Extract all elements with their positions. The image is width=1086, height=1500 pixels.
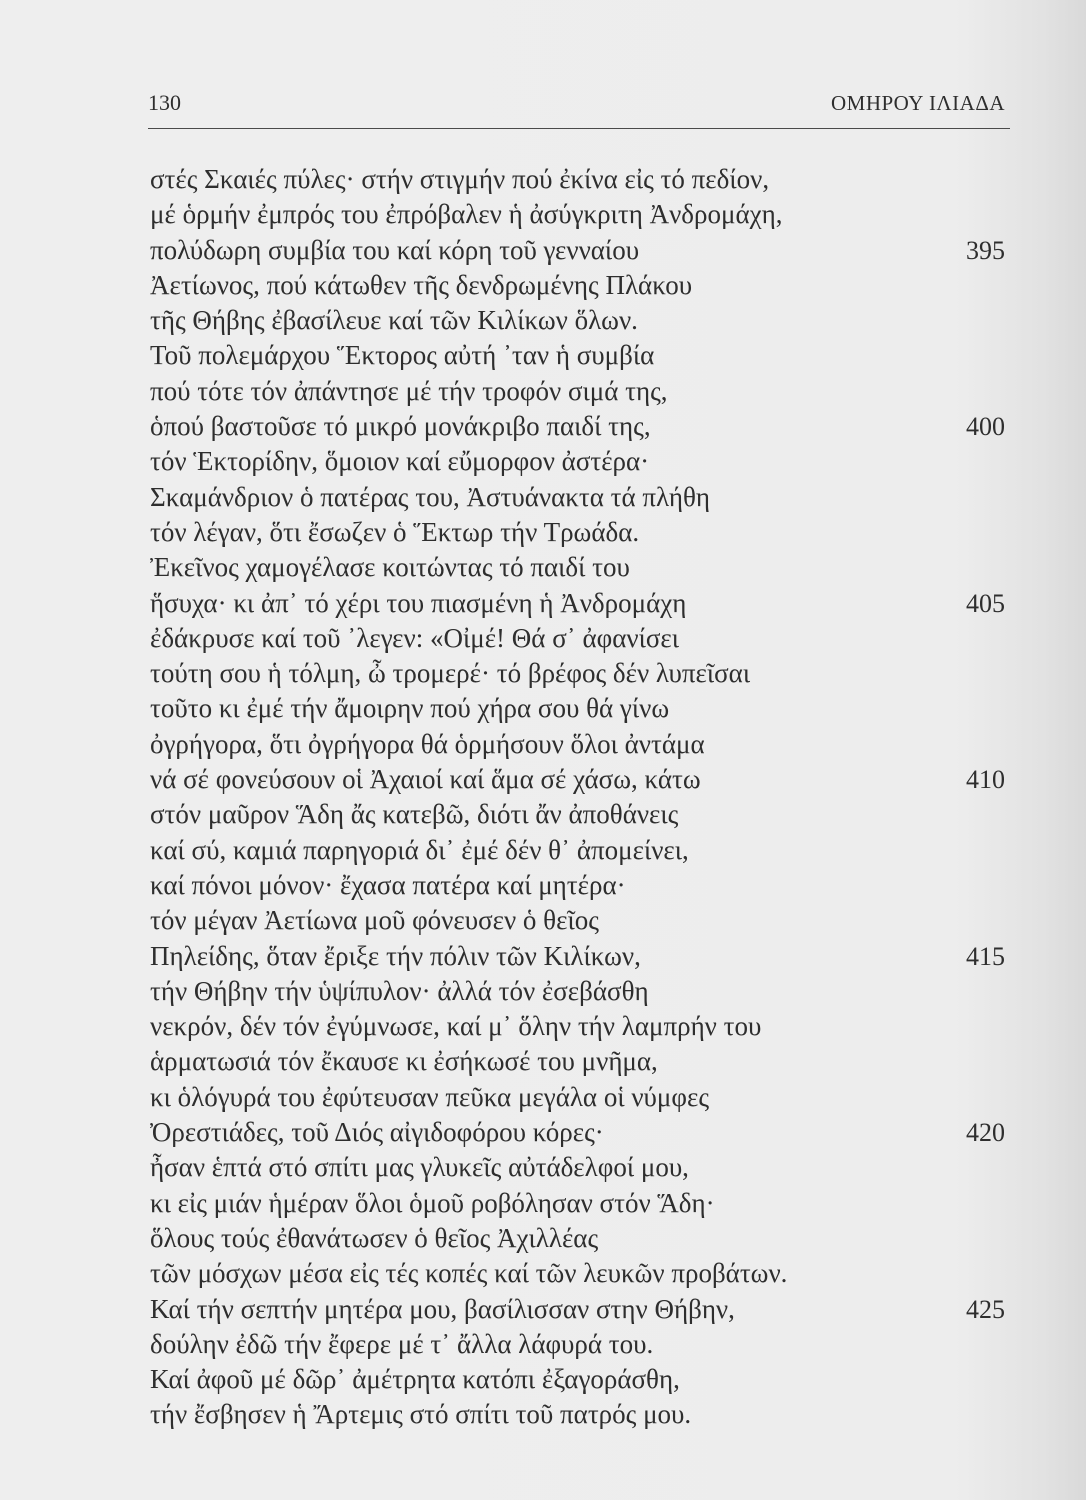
- verse-line: [150, 303, 1005, 338]
- verse-line: [150, 550, 1005, 585]
- header-rule: [148, 128, 1010, 129]
- verse-text: ὁπού βαστοῦσε τό μικρό μονάκριβο παιδί της,: [150, 411, 651, 442]
- verse-line: [150, 797, 1005, 832]
- verse-text: Καί ἀφοῦ μέ δῶρ᾽ ἀμέτρητα κατόπι ἐξαγοράσθη,: [150, 1364, 680, 1395]
- verse-line: [150, 1397, 1005, 1432]
- verse-text: Ἀετίωνος, πού κάτωθεν τῆς δενδρωμένης Πλάκου: [150, 269, 693, 300]
- verse-text: τῆς Θήβης ἐβασίλευε καί τῶν Κιλίκων ὅλων.: [150, 305, 638, 336]
- verse-text: τόν μέγαν Ἀετίωνα μοῦ φόνευσεν ὁ θεῖος: [150, 905, 599, 936]
- verse-line: [150, 197, 1005, 232]
- verse-line: [150, 515, 1005, 550]
- verse-text: πολύδωρη συμβία του καί κόρη τοῦ γενναίου: [150, 234, 640, 265]
- verse-text: δούλην ἐδῶ τήν ἔφερε μέ τ᾽ ἄλλα λάφυρά του.: [150, 1328, 654, 1359]
- verse-line: [150, 762, 1005, 797]
- verse-text: τῶν μόσχων μέσα εἰς τές κοπές καί τῶν λευκῶν προβάτων.: [150, 1258, 788, 1289]
- verse-text: πού τότε τόν ἀπάντησε μέ τήν τροφόν σιμά της,: [150, 375, 668, 406]
- verse-text: στές Σκαιές πύλες· στήν στιγμήν πού ἐκίνα εἰς τό πεδίον,: [150, 164, 770, 194]
- verse-line: [150, 586, 1005, 621]
- verse-text: τούτη σου ἡ τόλμη, ὦ τρομερέ· τό βρέφος δέν λυπεῖσαι: [150, 658, 751, 689]
- verse-line: [150, 233, 1005, 268]
- verse-text: τόν Ἑκτορίδην, ὅμοιον καί εὔμορφον ἀστέρα·: [150, 446, 650, 477]
- verse-line: [150, 1009, 1005, 1044]
- verse-line: [150, 868, 1005, 903]
- verse-line: [150, 1080, 1005, 1115]
- verse-text: ὀγρήγορα, ὅτι ὀγρήγορα θά ὁρμήσουν ὅλοι ἀντάμα: [150, 728, 705, 759]
- verse-line: [150, 656, 1005, 691]
- verse-line: [150, 903, 1005, 938]
- verse-text: Σκαμάνδριον ὁ πατέρας του, Ἀστυάνακτα τά πλήθη: [150, 481, 710, 512]
- verse-line-number: 405: [966, 588, 1005, 618]
- verse-line: [150, 1327, 1005, 1362]
- verse-text: κι εἰς μιάν ἡμέραν ὅλοι ὁμοῦ ροβόλησαν στόν Ἅδη·: [150, 1187, 715, 1218]
- verse-text: καί πόνοι μόνον· ἔχασα πατέρα καί μητέρα·: [150, 869, 626, 900]
- verse-text: Πηλείδης, ὅταν ἔριξε τήν πόλιν τῶν Κιλίκων,: [150, 940, 641, 971]
- verse-line: [150, 691, 1005, 726]
- verse-text: Καί τήν σεπτήν μητέρα μου, βασίλισσαν στην Θήβην,: [150, 1293, 735, 1324]
- verse-line: [150, 1362, 1005, 1397]
- verse-line: [150, 727, 1005, 762]
- verse-text: τοῦτο κι ἐμέ τήν ἄμοιρην πού χήρα σου θά γίνω: [150, 693, 670, 724]
- verse-text: ἁρματωσιά τόν ἔκαυσε κι ἐσήκωσέ του μνῆμα,: [150, 1046, 658, 1077]
- verse-line: [150, 1292, 1005, 1327]
- verse-line-number: 400: [966, 412, 1005, 442]
- verse-line: [150, 409, 1005, 444]
- verse-line-number: 410: [966, 765, 1005, 795]
- verse-text: νεκρόν, δέν τόν ἐγύμνωσε, καί μ᾽ ὅλην τήν λαμπρήν του: [150, 1011, 762, 1042]
- verse-line: [150, 1115, 1005, 1150]
- verse-line: [150, 833, 1005, 868]
- verse-line: [150, 1186, 1005, 1221]
- verse-line: [150, 974, 1005, 1009]
- verse-text: Ἐκεῖνος χαμογέλασε κοιτώντας τό παιδί του: [150, 552, 630, 583]
- verse-text: ἥσυχα· κι ἀπ᾽ τό χέρι του πιασμένη ἡ Ἀνδρομάχη: [150, 587, 687, 618]
- verse-line: [150, 480, 1005, 515]
- verse-text: νά σέ φονεύσουν οἱ Ἀχαιοί καί ἅμα σέ χάσω, κάτω: [150, 764, 701, 795]
- verse-line: [150, 1221, 1005, 1256]
- verse-line: [150, 621, 1005, 656]
- verse-text: τήν ἔσβησεν ἡ Ἄρτεμις στό σπίτι τοῦ πατρός μου.: [150, 1399, 692, 1430]
- verse-line-number: 395: [966, 235, 1005, 265]
- verse-line: [150, 1150, 1005, 1185]
- verse-line-number: 415: [966, 941, 1005, 971]
- verse-block: [150, 162, 1005, 1433]
- verse-text: ἐδάκρυσε καί τοῦ ᾽λεγεν: «Οἰμέ! Θά σ᾽ ἀφανίσει: [150, 622, 679, 653]
- verse-text: ὅλους τούς ἐθανάτωσεν ὁ θεῖος Ἀχιλλέας: [150, 1222, 599, 1253]
- verse-text: Τοῦ πολεμάρχου Ἕκτορος αὐτή ᾽ταν ἡ συμβία: [150, 340, 655, 371]
- page-number: 130: [148, 90, 181, 115]
- verse-line: [150, 374, 1005, 409]
- verse-line: [150, 1256, 1005, 1291]
- verse-text: τόν λέγαν, ὅτι ἔσωζεν ὁ Ἕκτωρ τήν Τρωάδα.: [150, 516, 640, 547]
- verse-text: Ὀρεστιάδες, τοῦ Διός αἰγιδοφόρου κόρες·: [150, 1117, 604, 1148]
- verse-text: μέ ὁρμήν ἐμπρός του ἐπρόβαλεν ἡ ἀσύγκριτη Ἀνδρομάχη,: [150, 199, 783, 230]
- verse-line: [150, 1044, 1005, 1079]
- verse-line: [150, 162, 1005, 197]
- verse-text: στόν μαῦρον Ἅδη ἄς κατεβῶ, διότι ἄν ἀποθάνεις: [150, 799, 679, 830]
- verse-line: [150, 444, 1005, 479]
- verse-line: [150, 939, 1005, 974]
- verse-line-number: 420: [966, 1118, 1005, 1148]
- verse-text: καί σύ, καμιά παρηγοριά δι᾽ ἐμέ δέν θ᾽ ἀπομείνει,: [150, 834, 689, 865]
- verse-line-number: 425: [966, 1294, 1005, 1324]
- verse-line: [150, 268, 1005, 303]
- verse-line: [150, 338, 1005, 373]
- verse-text: τήν Θήβην τήν ὑψίπυλον· ἀλλά τόν ἐσεβάσθη: [150, 975, 649, 1006]
- verse-text: κι ὁλόγυρά του ἐφύτευσαν πεῦκα μεγάλα οἱ νύμφες: [150, 1081, 710, 1112]
- verse-text: ἦσαν ἑπτά στό σπίτι μας γλυκεῖς αὐτάδελφοί μου,: [150, 1152, 689, 1183]
- running-title: ΟΜΗΡΟΥ ΙΛΙΑΔΑ: [831, 91, 1005, 115]
